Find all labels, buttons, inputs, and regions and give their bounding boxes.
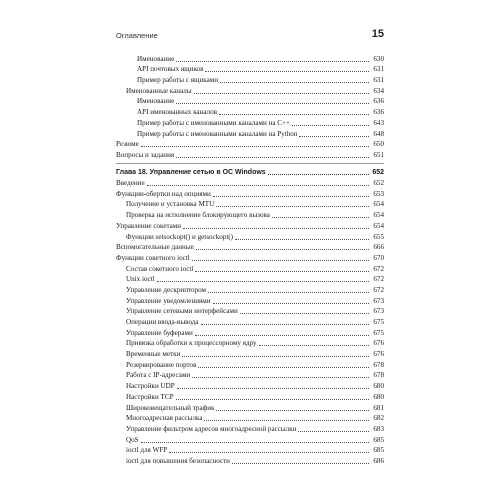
toc-entry-title: Пример работы с именованными каналами на C++ (137, 118, 291, 127)
leader-dots (220, 81, 369, 83)
toc-entry-page: 678 (373, 360, 384, 369)
toc-entry[interactable] (116, 391, 384, 402)
toc-entry-title: Именованные каналы (126, 86, 192, 95)
toc-entry[interactable] (116, 306, 384, 317)
toc-entry-title: Настройки UDP (126, 382, 175, 391)
toc-entry-title: Временные метки (126, 350, 181, 359)
toc-entry[interactable] (116, 252, 384, 263)
toc-entry[interactable] (116, 359, 384, 370)
toc-entry-page: 650 (373, 140, 384, 149)
toc-entry-title: Привязка обработки к процессорному ядру (126, 339, 257, 348)
toc-entry-title: Вспомогательные данные (116, 243, 194, 252)
toc-entry-page: 681 (373, 403, 384, 412)
leader-dots (176, 398, 369, 400)
leader-dots (195, 334, 369, 336)
toc-entry-page: 678 (373, 371, 384, 380)
toc-entry[interactable] (116, 380, 384, 391)
toc-entry-page: 680 (373, 382, 384, 391)
toc-entry-title: ioctl для повышения безопасности (126, 456, 230, 465)
toc-entry-title: Работа с IP-адресами (126, 371, 191, 380)
toc-entry-title: Управление уведомлениями (126, 296, 211, 305)
toc-entry-title: Получение и установка MTU (126, 200, 215, 209)
toc-entry-page: 676 (373, 350, 384, 359)
toc-entry-title: Управление дескриптором (126, 285, 207, 294)
toc-entry[interactable] (116, 284, 384, 295)
toc-entry-page: 680 (373, 392, 384, 401)
leader-dots (192, 376, 369, 378)
toc-entry-title: Широковещательный трафик (126, 403, 215, 412)
toc-entry-title: Проверка на исполнение блокирующего вызова (126, 211, 270, 220)
toc-entry[interactable] (116, 274, 384, 285)
leader-dots (183, 227, 369, 229)
leader-dots (195, 270, 369, 272)
toc-entry-title: Функции setsockopt() и getsockopt() (126, 232, 234, 241)
chapter-heading[interactable] (116, 165, 384, 178)
toc-entry[interactable] (116, 53, 384, 64)
toc-entry[interactable] (116, 327, 384, 338)
toc-entry[interactable] (116, 445, 384, 456)
toc-entry-page: 654 (373, 200, 384, 209)
toc-entry-page: 631 (373, 65, 384, 74)
toc-entry[interactable] (116, 85, 384, 96)
toc-entry[interactable] (116, 74, 384, 85)
toc-entry-page: 653 (373, 189, 384, 198)
leader-dots (182, 355, 369, 357)
leader-dots (292, 124, 369, 126)
toc-entry[interactable] (116, 402, 384, 413)
toc-entry-title: ioctl для WFP (126, 446, 168, 455)
leader-dots (194, 92, 369, 94)
toc-entry-title: Управление сетевыми интерфейсами (126, 307, 238, 316)
leader-dots (198, 366, 369, 368)
leader-dots (208, 291, 369, 293)
toc-entry[interactable] (116, 242, 384, 253)
toc-entry-title: Состав сокетного ioctl (126, 264, 194, 273)
leader-dots (157, 280, 369, 282)
leader-dots (213, 302, 369, 304)
leader-dots (268, 173, 369, 175)
toc-entry-page: 685 (373, 435, 384, 444)
leader-dots (141, 145, 369, 147)
leader-dots (299, 135, 369, 137)
leader-dots (232, 462, 369, 464)
toc-entry-page: 651 (373, 150, 384, 159)
toc-entry-title: Управление буферами (126, 328, 193, 337)
toc-entry-page: 643 (373, 118, 384, 127)
toc-entry-page: 630 (373, 54, 384, 63)
toc-entry-page: 634 (373, 86, 384, 95)
leader-dots (298, 430, 369, 432)
leader-dots (216, 409, 369, 411)
toc-entry-page: 683 (373, 424, 384, 433)
leader-dots (201, 323, 369, 325)
toc-entry-page: 636 (373, 97, 384, 106)
toc-entry[interactable] (116, 106, 384, 117)
toc-entry-title: Резервирование портов (126, 360, 197, 369)
table-of-contents (116, 53, 384, 466)
toc-entry-page: 652 (373, 179, 384, 188)
leader-dots (169, 451, 369, 453)
leader-dots (259, 344, 369, 346)
toc-entry-page: 670 (373, 253, 384, 262)
toc-entry-page: 675 (373, 328, 384, 337)
toc-entry-title: QoS (126, 435, 139, 444)
toc-entry[interactable] (116, 370, 384, 381)
toc-entry-page: 673 (373, 307, 384, 316)
chapter-page: 652 (372, 169, 384, 177)
toc-entry-title: Функции-обертки над опциями (116, 189, 211, 198)
toc-entry[interactable] (116, 188, 384, 199)
toc-entry[interactable] (116, 263, 384, 274)
toc-entry-title: Именование (137, 97, 175, 106)
toc-entry[interactable] (116, 413, 384, 424)
leader-dots (216, 205, 369, 207)
leader-dots (177, 387, 369, 389)
toc-entry[interactable] (116, 117, 384, 128)
toc-entry[interactable] (116, 199, 384, 210)
toc-entry-title: Пример работы с именованными каналами на Python (137, 129, 298, 138)
toc-entry-title: Введение (116, 179, 145, 188)
toc-entry-title: Управление сокетами (116, 221, 182, 230)
toc-entry[interactable] (116, 128, 384, 139)
toc-entry-page: 654 (373, 211, 384, 220)
leader-dots (240, 312, 369, 314)
toc-entry-page: 636 (373, 108, 384, 117)
leader-dots (272, 216, 369, 218)
toc-entry-title: Многоадресная рассылка (126, 414, 203, 423)
toc-entry-title: Пример работы с ящиками (137, 76, 219, 85)
toc-entry-title: Резюме (116, 140, 139, 149)
leader-dots (213, 195, 369, 197)
toc-entry[interactable] (116, 423, 384, 434)
toc-entry-title: Unix ioctl (126, 275, 155, 284)
leader-dots (196, 248, 369, 250)
toc-entry[interactable] (116, 149, 384, 160)
toc-entry[interactable] (116, 64, 384, 75)
toc-entry-page: 654 (373, 221, 384, 230)
toc-entry-title: Настройки TCP (126, 392, 174, 401)
toc-entry-title: Вопросы и задания (116, 150, 175, 159)
toc-entry-page: 673 (373, 296, 384, 305)
toc-entry-title: Функции сокетного ioctl (116, 253, 190, 262)
toc-entry[interactable] (116, 316, 384, 327)
toc-entry-page: 672 (373, 264, 384, 273)
leader-dots (176, 60, 369, 62)
toc-entry-page: 686 (373, 456, 384, 465)
leader-dots (176, 102, 369, 104)
toc-entry[interactable] (116, 231, 384, 242)
chapter-divider (116, 163, 384, 164)
toc-entry-page: 672 (373, 275, 384, 284)
leader-dots (219, 113, 369, 115)
toc-entry[interactable] (116, 177, 384, 188)
toc-entry-page: 631 (373, 76, 384, 85)
header-page-number: 15 (371, 28, 384, 40)
toc-entry[interactable] (116, 139, 384, 150)
toc-entry[interactable] (116, 434, 384, 445)
toc-entry-title: Управление фильтром адресов многоадресной рассылки (126, 424, 297, 433)
toc-entry-title: Операции ввода-вывода (126, 318, 199, 326)
toc-entry[interactable] (116, 209, 384, 220)
toc-section-after (116, 177, 384, 466)
toc-entry-page: 676 (373, 339, 384, 348)
leader-dots (204, 419, 369, 421)
toc-entry-title: API именованных каналов (137, 108, 217, 117)
toc-entry-page: 675 (373, 318, 384, 326)
toc-entry[interactable] (116, 348, 384, 359)
leader-dots (192, 259, 369, 261)
toc-entry[interactable] (116, 220, 384, 231)
toc-entry[interactable] (116, 96, 384, 107)
leader-dots (141, 441, 369, 443)
leader-dots (147, 184, 369, 186)
toc-entry-page: 655 (373, 232, 384, 241)
toc-entry[interactable] (116, 338, 384, 349)
leader-dots (235, 238, 369, 240)
toc-entry-page: 648 (373, 129, 384, 138)
leader-dots (205, 70, 369, 72)
toc-entry-page: 666 (373, 243, 384, 252)
toc-entry-page: 672 (373, 285, 384, 294)
chapter-title: Глава 18. Управление сетью в ОС Windows (116, 169, 266, 177)
toc-entry[interactable] (116, 455, 384, 466)
toc-entry[interactable] (116, 295, 384, 306)
toc-section-before (116, 53, 384, 160)
toc-entry-page: 682 (373, 414, 384, 423)
toc-entry-title: Именование (137, 54, 175, 63)
running-header (116, 30, 384, 44)
toc-entry-page: 685 (373, 446, 384, 455)
leader-dots (176, 156, 369, 158)
header-title: Оглавление (116, 31, 158, 40)
toc-entry-title: API почтовых ящиков (137, 65, 204, 74)
